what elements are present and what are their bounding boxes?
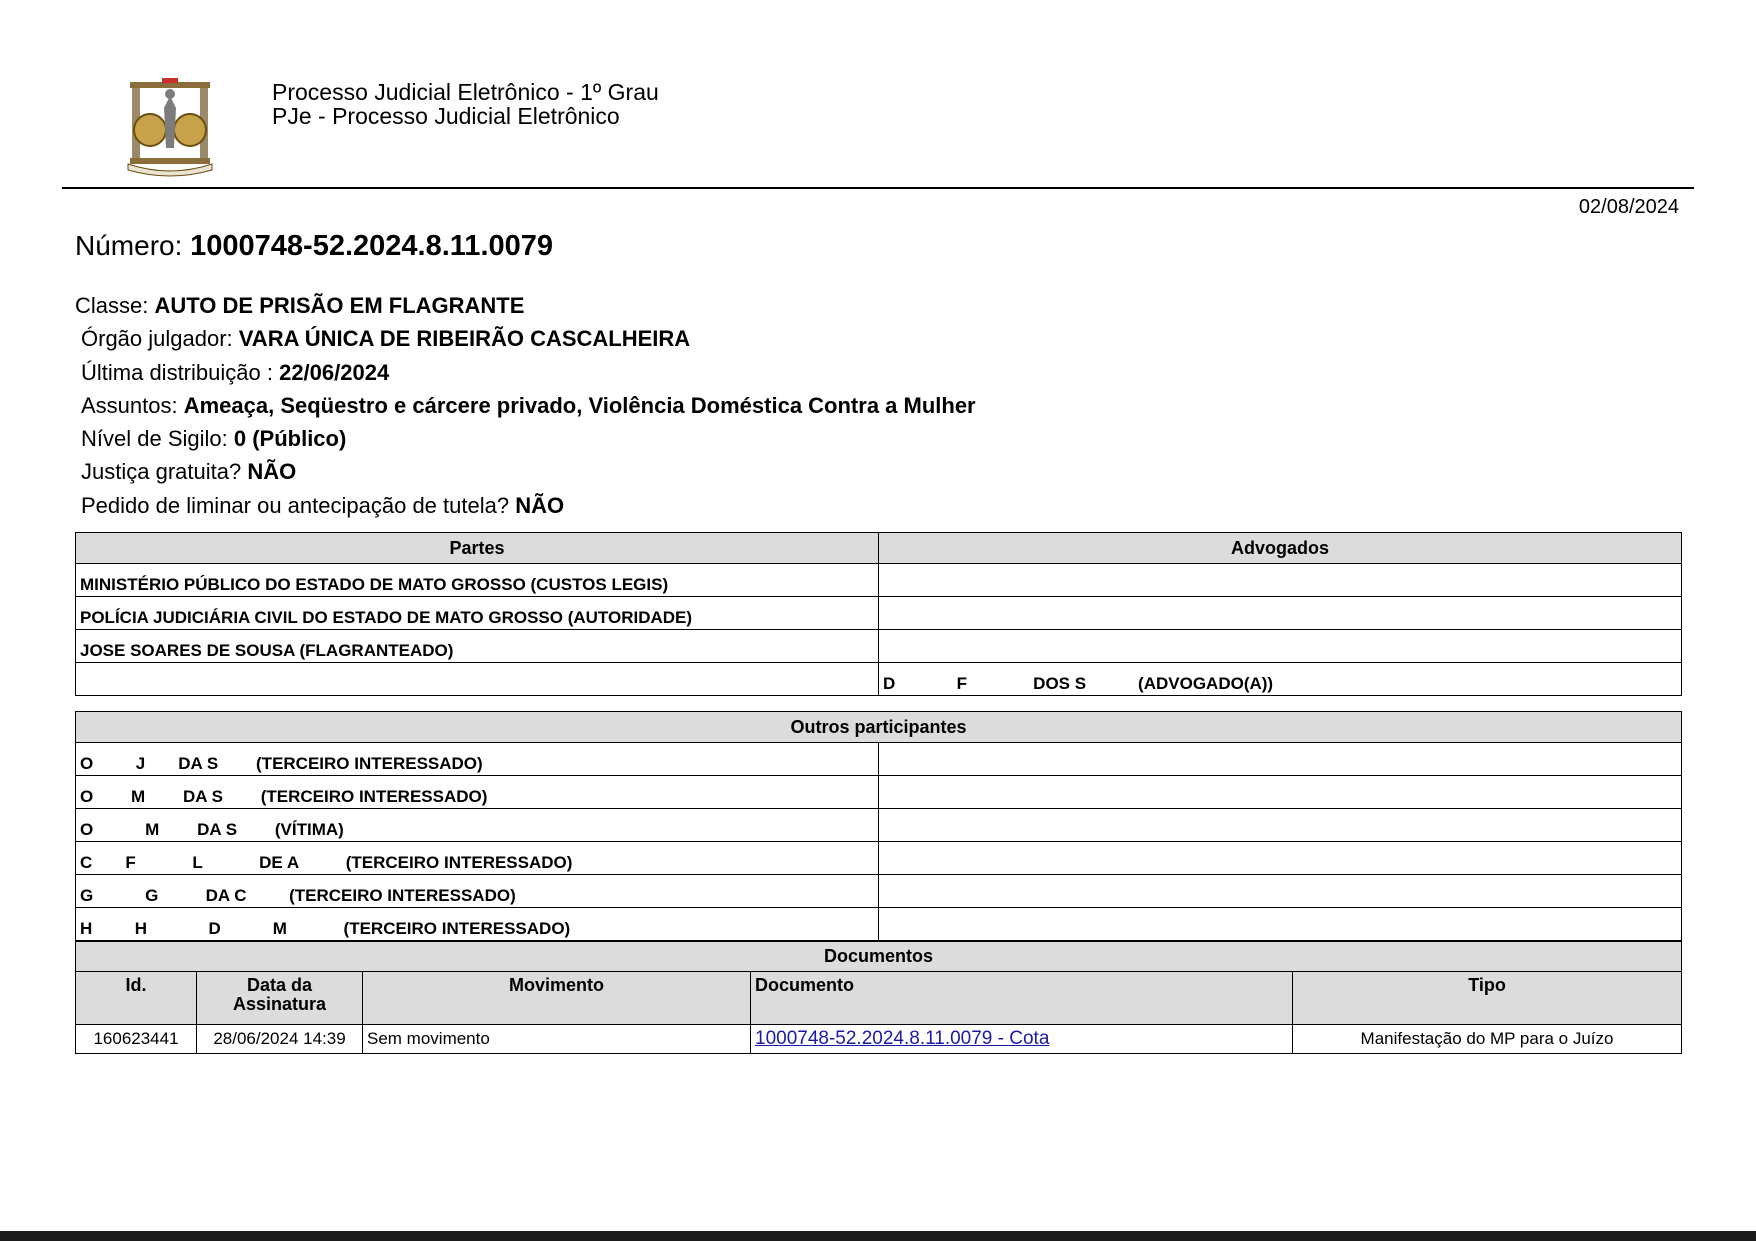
participante-cell: O J DA S (TERCEIRO INTERESSADO) xyxy=(76,743,879,776)
participante-cell: H H D M (TERCEIRO INTERESSADO) xyxy=(76,908,879,941)
parte-cell: MINISTÉRIO PÚBLICO DO ESTADO DE MATO GROSSO (CUSTOS LEGIS) xyxy=(76,564,879,597)
empty-cell xyxy=(879,875,1682,908)
table-row xyxy=(76,663,1682,696)
parte-cell xyxy=(76,663,879,696)
meta-label: Assuntos: xyxy=(81,392,184,418)
col-tipo: Tipo xyxy=(1293,972,1682,1025)
col-documento: Documento xyxy=(751,972,1293,1025)
doc-tipo: Manifestação do MP para o Juízo xyxy=(1293,1025,1682,1054)
advogado-cell xyxy=(879,597,1682,630)
advogado-cell xyxy=(879,630,1682,663)
process-number-value: 1000748-52.2024.8.11.0079 xyxy=(190,230,554,262)
participante-cell: O M DA S (TERCEIRO INTERESSADO) xyxy=(76,776,879,809)
meta-orgao-julgador xyxy=(75,324,976,357)
table-row xyxy=(76,809,1682,842)
court-emblem-logo xyxy=(120,78,220,178)
process-metadata xyxy=(75,291,976,524)
documentos-table xyxy=(75,941,1682,1054)
page-bottom-border xyxy=(0,1231,1756,1241)
meta-justica-gratuita xyxy=(75,457,976,490)
meta-value: 22/06/2024 xyxy=(279,359,390,385)
advogado-cell xyxy=(879,564,1682,597)
process-number-label: Número: xyxy=(75,230,191,261)
meta-pedido-liminar xyxy=(75,491,976,524)
meta-label: Nível de Sigilo: xyxy=(81,426,234,452)
meta-value: AUTO DE PRISÃO EM FLAGRANTE xyxy=(154,293,525,318)
table-row xyxy=(76,776,1682,809)
parte-cell: JOSE SOARES DE SOUSA (FLAGRANTEADO) xyxy=(76,630,879,663)
meta-assuntos xyxy=(75,391,976,424)
system-subtitle: PJe - Processo Judicial Eletrônico xyxy=(272,103,620,129)
meta-label: Pedido de liminar ou antecipação de tutela? xyxy=(81,492,516,518)
empty-cell xyxy=(879,842,1682,875)
partes-header: Partes xyxy=(76,533,879,564)
table-row xyxy=(76,1025,1682,1054)
table-row xyxy=(76,564,1682,597)
partes-table xyxy=(75,532,1682,696)
meta-value: Ameaça, Seqüestro e cárcere privado, Violência Doméstica Contra a Mulher xyxy=(183,392,976,418)
meta-nivel-sigilo xyxy=(75,424,976,457)
meta-label: Justiça gratuita? xyxy=(81,459,248,485)
participante-cell: O M DA S (VÍTIMA) xyxy=(76,809,879,842)
meta-ultima-distribuicao xyxy=(75,358,976,391)
process-number xyxy=(75,230,553,263)
advogado-cell: D F DOS S (ADVOGADO(A)) xyxy=(879,663,1682,696)
participante-cell: G G DA C (TERCEIRO INTERESSADO) xyxy=(76,875,879,908)
outros-participantes-table xyxy=(75,711,1682,941)
print-date: 02/08/2024 xyxy=(1578,196,1679,218)
header-divider xyxy=(62,187,1694,189)
table-row xyxy=(76,743,1682,776)
parte-cell: POLÍCIA JUDICIÁRIA CIVIL DO ESTADO DE MATO GROSSO (AUTORIDADE) xyxy=(76,597,879,630)
meta-classe xyxy=(75,291,976,324)
table-row xyxy=(76,597,1682,630)
table-row xyxy=(76,630,1682,663)
table-row xyxy=(76,875,1682,908)
doc-id: 160623441 xyxy=(76,1025,197,1054)
document-link[interactable]: 1000748-52.2024.8.11.0079 - Cota xyxy=(755,1028,1050,1049)
meta-value: NÃO xyxy=(247,459,297,485)
col-data-assinatura: Data da Assinatura xyxy=(197,972,363,1025)
meta-value: VARA ÚNICA DE RIBEIRÃO CASCALHEIRA xyxy=(238,326,691,352)
empty-cell xyxy=(879,908,1682,941)
meta-value: NÃO xyxy=(515,492,565,518)
empty-cell xyxy=(879,776,1682,809)
doc-data: 28/06/2024 14:39 xyxy=(197,1025,363,1054)
doc-movimento: Sem movimento xyxy=(363,1025,751,1054)
table-row xyxy=(76,842,1682,875)
doc-documento-cell xyxy=(751,1025,1293,1054)
system-title: Processo Judicial Eletrônico - 1º Grau xyxy=(272,79,659,105)
empty-cell xyxy=(879,809,1682,842)
meta-label: Classe: xyxy=(75,293,155,318)
col-id: Id. xyxy=(76,972,197,1025)
participante-cell: C F L DE A (TERCEIRO INTERESSADO) xyxy=(76,842,879,875)
meta-label: Última distribuição : xyxy=(81,359,280,385)
documentos-header: Documentos xyxy=(76,942,1682,972)
col-movimento: Movimento xyxy=(363,972,751,1025)
document-header xyxy=(272,80,659,128)
table-row xyxy=(76,908,1682,941)
meta-value: 0 (Público) xyxy=(233,426,347,452)
advogados-header: Advogados xyxy=(879,533,1682,564)
outros-participantes-header: Outros participantes xyxy=(76,712,1682,743)
empty-cell xyxy=(879,743,1682,776)
meta-label: Órgão julgador: xyxy=(81,326,239,352)
